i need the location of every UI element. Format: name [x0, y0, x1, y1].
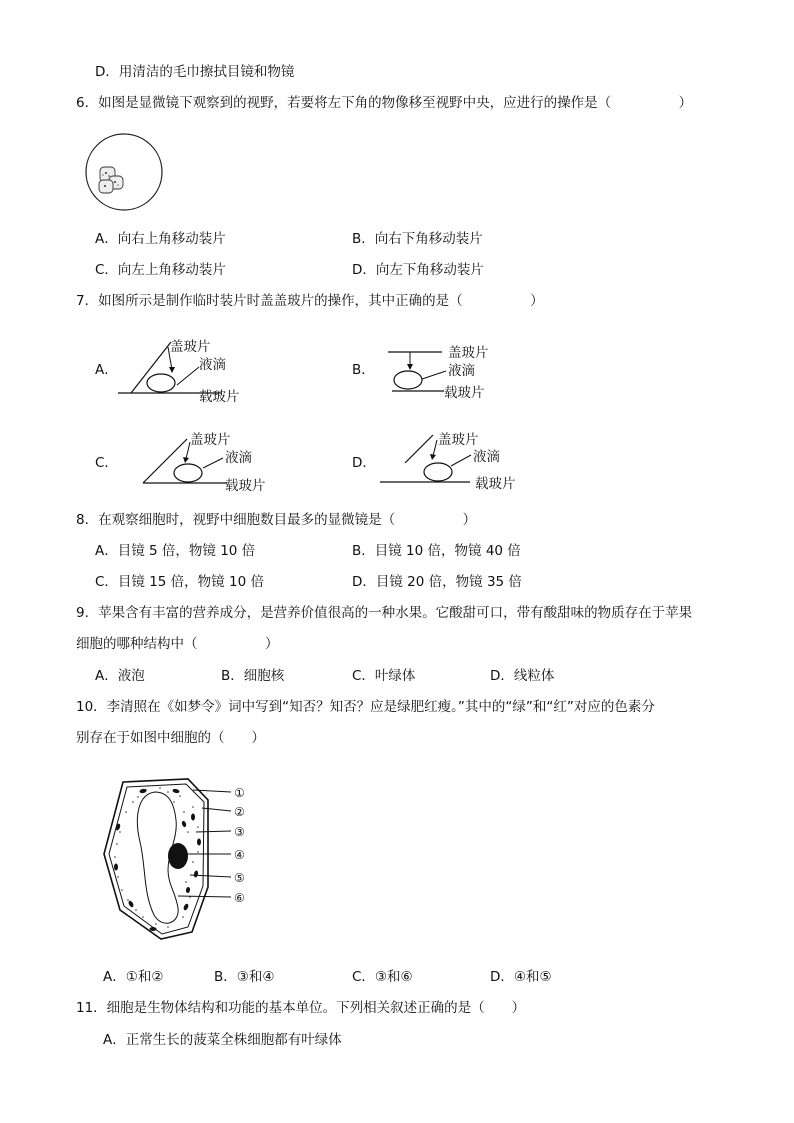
- q6-option-c[interactable]: C．向左上角移动装片: [95, 262, 226, 278]
- q9-option-d[interactable]: D．线粒体: [490, 668, 555, 684]
- q7-d-label-droplet: 液滴: [473, 449, 500, 465]
- q8-option-d[interactable]: D．目镜 20 倍，物镜 35 倍: [352, 574, 522, 590]
- q9-option-c[interactable]: C．叶绿体: [352, 668, 416, 684]
- q7-option-b-letter[interactable]: B．: [352, 362, 375, 378]
- q10-option-a[interactable]: A．①和②: [103, 969, 164, 985]
- q10-stem-line2: 别存在于如图中细胞的（ ）: [76, 730, 265, 746]
- q8-option-c[interactable]: C．目镜 15 倍，物镜 10 倍: [95, 574, 264, 590]
- q10-option-d[interactable]: D．④和⑤: [490, 969, 552, 985]
- q7-option-c-figure: [115, 428, 275, 498]
- q10-cell-label-1: ①: [234, 786, 245, 800]
- q7-stem: 7．如图所示是制作临时装片时盖盖玻片的操作，其中正确的是（ ）: [76, 293, 544, 309]
- q10-cell-label-6: ⑥: [234, 891, 245, 905]
- q7-b-label-droplet: 液滴: [448, 363, 475, 379]
- q7-b-label-slide: 载玻片: [444, 385, 485, 401]
- q6-stem: 6．如图是显微镜下观察到的视野，若要将左下角的物像移至视野中央，应进行的操作是（ ）: [76, 95, 693, 111]
- q10-option-c[interactable]: C．③和⑥: [352, 969, 413, 985]
- q9-option-b[interactable]: B．细胞核: [221, 668, 285, 684]
- q6-microscope-field-figure: [82, 130, 168, 214]
- q7-option-a-letter[interactable]: A．: [95, 362, 118, 378]
- q7-c-label-slide: 载玻片: [225, 478, 266, 494]
- q7-d-label-slide: 载玻片: [475, 476, 516, 492]
- q7-c-label-cover-slip: 盖玻片: [190, 432, 231, 448]
- q8-option-a[interactable]: A．目镜 5 倍，物镜 10 倍: [95, 543, 256, 559]
- q9-stem-line2: 细胞的哪种结构中（ ）: [76, 636, 279, 652]
- q7-a-label-slide: 载玻片: [199, 389, 240, 405]
- q10-option-b[interactable]: B．③和④: [214, 969, 275, 985]
- q8-option-b[interactable]: B．目镜 10 倍，物镜 40 倍: [352, 543, 521, 559]
- q11-stem: 11．细胞是生物体结构和功能的基本单位。下列相关叙述正确的是（ ）: [76, 1000, 526, 1016]
- q7-d-label-cover-slip: 盖玻片: [438, 432, 479, 448]
- q6-option-d[interactable]: D．向左下角移动装片: [352, 262, 484, 278]
- q10-cell-label-2: ②: [234, 805, 245, 819]
- q7-option-d-figure: [375, 426, 535, 496]
- q7-option-d-letter[interactable]: D．: [352, 455, 376, 471]
- q11-option-a[interactable]: A．正常生长的菠菜全株细胞都有叶绿体: [103, 1032, 342, 1048]
- q9-option-a[interactable]: A．液泡: [95, 668, 145, 684]
- q7-option-c-letter[interactable]: C．: [95, 455, 118, 471]
- q7-a-label-droplet: 液滴: [199, 357, 226, 373]
- q10-plant-cell-figure: [98, 772, 288, 947]
- q6-option-b[interactable]: B．向右下角移动装片: [352, 231, 483, 247]
- q7-b-label-cover-slip: 盖玻片: [448, 345, 489, 361]
- q7-option-b-figure: [380, 341, 510, 406]
- q7-a-label-cover-slip: 盖玻片: [170, 339, 211, 355]
- q10-cell-label-3: ③: [234, 825, 245, 839]
- q8-stem: 8．在观察细胞时，视野中细胞数目最多的显微镜是（ ）: [76, 512, 477, 528]
- q6-option-a[interactable]: A．向右上角移动装片: [95, 231, 226, 247]
- q9-stem-line1: 9．苹果含有丰富的营养成分，是营养价值很高的一种水果。它酸甜可口，带有酸甜味的物质存在于苹果: [76, 605, 693, 621]
- q10-cell-label-5: ⑤: [234, 871, 245, 885]
- q7-option-a-figure: [115, 333, 255, 408]
- q10-stem-line1: 10．李清照在《如梦令》词中写到“知否？知否？应是绿肥红瘦。”其中的“绿”和“红”对应的色素分: [76, 699, 655, 715]
- q7-c-label-droplet: 液滴: [225, 450, 252, 466]
- q10-cell-label-4: ④: [234, 848, 245, 862]
- q5-option-d: D．用清洁的毛巾擦拭目镜和物镜: [95, 64, 295, 80]
